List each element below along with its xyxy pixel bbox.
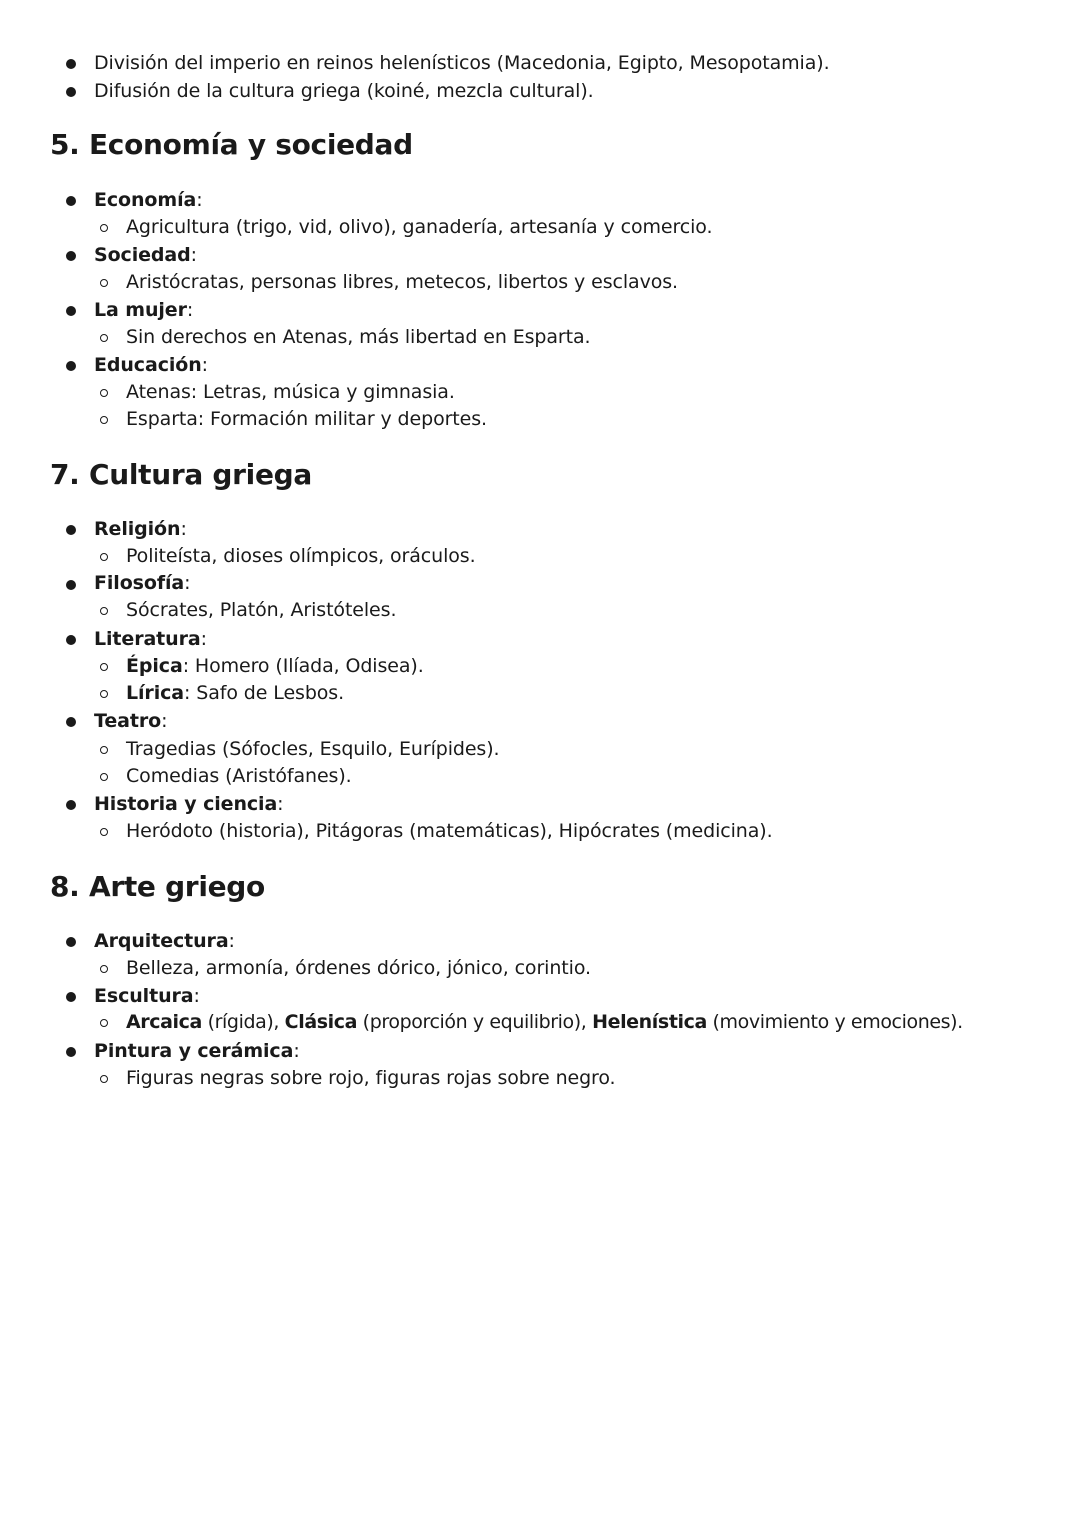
sub-bullet-icon: [100, 828, 108, 836]
sub-bullet-icon: [100, 334, 108, 342]
section-heading-arte-griego: 8. Arte griego: [50, 870, 265, 903]
bullet-icon: [66, 87, 76, 97]
sub-list-item: Heródoto (historia), Pitágoras (matemáticas), Hipócrates (medicina).: [126, 820, 773, 842]
sub-bullet-icon: [100, 607, 108, 615]
list-item: Pintura y cerámica:: [94, 1040, 300, 1062]
sub-list-item: Lírica: Safo de Lesbos.: [126, 682, 345, 704]
sub-bullet-icon: [100, 416, 108, 424]
list-item: Educación:: [94, 354, 208, 376]
list-item: Sociedad:: [94, 244, 197, 266]
bullet-icon: [66, 937, 76, 947]
bullet-icon: [66, 1047, 76, 1057]
sub-list-item: Arcaica (rígida), Clásica (proporción y equilibrio), Helenística (movimiento y emociones).: [126, 1011, 963, 1033]
sub-list-item: Politeísta, dioses olímpicos, oráculos.: [126, 545, 476, 567]
sub-list-item: Sócrates, Platón, Aristóteles.: [126, 599, 397, 621]
bullet-icon: [66, 800, 76, 810]
sub-list-item: Sin derechos en Atenas, más libertad en Esparta.: [126, 326, 591, 348]
sub-bullet-icon: [100, 1019, 108, 1027]
section-heading-economia-sociedad: 5. Economía y sociedad: [50, 128, 413, 161]
bullet-icon: [66, 59, 76, 69]
sub-list-item: Tragedias (Sófocles, Esquilo, Eurípides).: [126, 738, 500, 760]
sub-bullet-icon: [100, 663, 108, 671]
bullet-icon: [66, 992, 76, 1002]
bullet-icon: [66, 635, 76, 645]
sub-bullet-icon: [100, 746, 108, 754]
list-item: Arquitectura:: [94, 930, 235, 952]
section-heading-cultura-griega: 7. Cultura griega: [50, 458, 312, 491]
list-item: División del imperio en reinos helenísticos (Macedonia, Egipto, Mesopotamia).: [94, 52, 830, 74]
sub-list-item: Agricultura (trigo, vid, olivo), ganadería, artesanía y comercio.: [126, 216, 713, 238]
list-item: Escultura:: [94, 985, 200, 1007]
sub-list-item: Esparta: Formación militar y deportes.: [126, 408, 487, 430]
list-item: Filosofía:: [94, 572, 191, 594]
sub-list-item: Comedias (Aristófanes).: [126, 765, 352, 787]
sub-bullet-icon: [100, 965, 108, 973]
sub-bullet-icon: [100, 553, 108, 561]
sub-list-item: Épica: Homero (Ilíada, Odisea).: [126, 655, 424, 677]
list-item: Economía:: [94, 189, 203, 211]
bullet-icon: [66, 361, 76, 371]
sub-list-item: Belleza, armonía, órdenes dórico, jónico, corintio.: [126, 957, 591, 979]
sub-bullet-icon: [100, 690, 108, 698]
bullet-icon: [66, 251, 76, 261]
sub-bullet-icon: [100, 773, 108, 781]
bullet-icon: [66, 717, 76, 727]
sub-list-item: Atenas: Letras, música y gimnasia.: [126, 381, 455, 403]
list-item: La mujer:: [94, 299, 194, 321]
list-item: Teatro:: [94, 710, 168, 732]
sub-bullet-icon: [100, 224, 108, 232]
sub-list-item: Figuras negras sobre rojo, figuras rojas sobre negro.: [126, 1067, 616, 1089]
sub-bullet-icon: [100, 279, 108, 287]
sub-bullet-icon: [100, 389, 108, 397]
bullet-icon: [66, 525, 76, 535]
sub-bullet-icon: [100, 1075, 108, 1083]
list-item: Difusión de la cultura griega (koiné, mezcla cultural).: [94, 80, 594, 102]
bullet-icon: [66, 580, 76, 590]
list-item: Literatura:: [94, 628, 207, 650]
list-item: Historia y ciencia:: [94, 793, 284, 815]
bullet-icon: [66, 196, 76, 206]
sub-list-item: Aristócratas, personas libres, metecos, libertos y esclavos.: [126, 271, 678, 293]
bullet-icon: [66, 306, 76, 316]
list-item: Religión:: [94, 518, 187, 540]
